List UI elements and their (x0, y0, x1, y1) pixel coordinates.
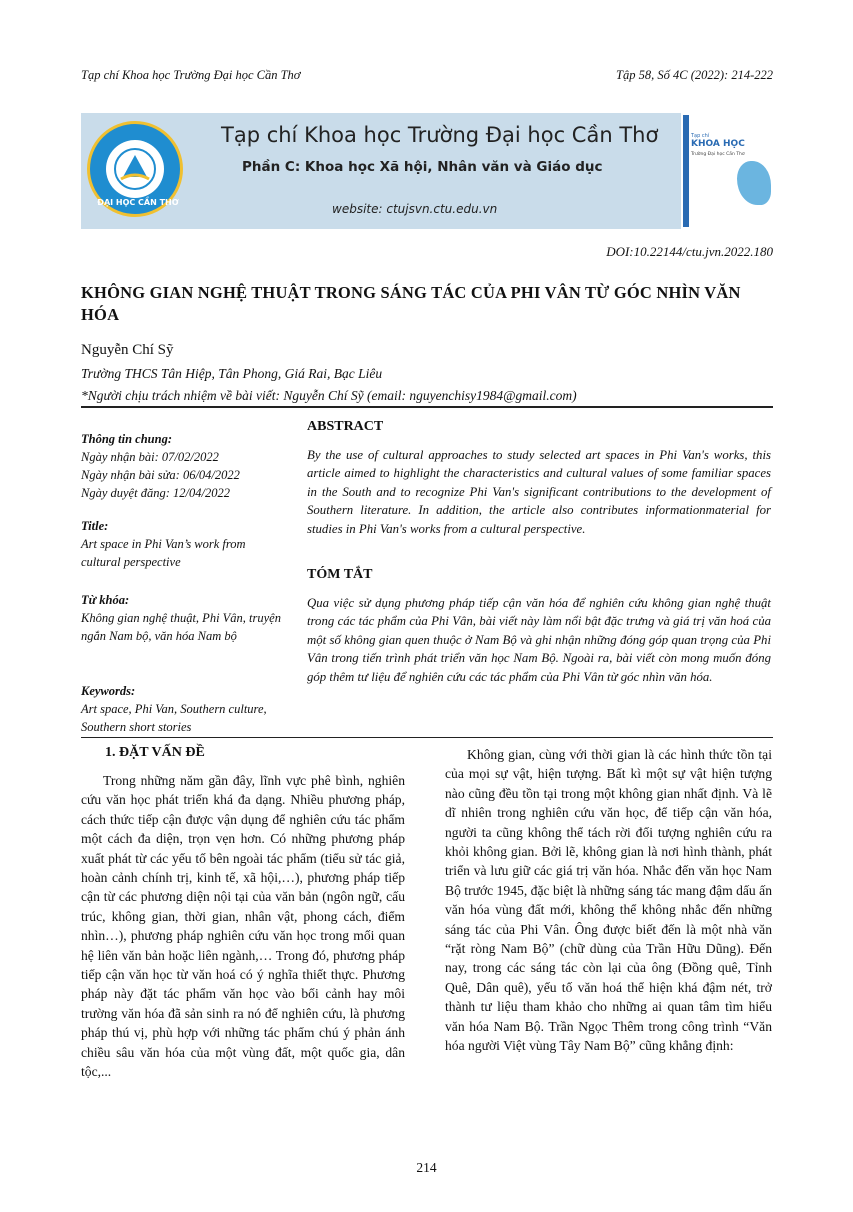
map-icon (737, 161, 771, 205)
keywords-vi-heading: Từ khóa: (81, 593, 130, 607)
running-header-journal: Tạp chí Khoa học Trường Đại học Cần Thơ (81, 68, 301, 82)
keywords-en-block (81, 682, 281, 736)
cover-subtitle: Trường Đại học Cần Thơ (691, 152, 745, 157)
article-info (81, 430, 281, 502)
university-logo (87, 121, 183, 217)
author-affiliation: Trường THCS Tân Hiệp, Tân Phong, Giá Rai, Bạc Liêu (81, 366, 383, 381)
banner-subtitle: Phần C: Khoa học Xã hội, Nhân văn và Giáo dục (242, 159, 603, 175)
body-column-right: Không gian, cùng với thời gian là các hình thức tồn tại của mọi sự vật, hiện tượng. Bất kì một sự vật hiện tượng nào cũng đều tồn tại trong một không gian nhất định. Và lẽ dĩ nhiên trong nghiên cứu văn học, để tiếp cận văn hóa, người ta cũng không thể tách rời đối tượng nghiên cứu ra khỏi không gian. Bởi lẽ, không gian là nơi hình thành, phát triển và lưu giữ các giá trị văn hóa. Nhắc đến văn học Nam Bộ trước 1945, đặc biệt là những sáng tác mang đậm dấu ấn văn hóa vùng đất mới, không thể không nhắc đến những sáng tác của Phi Vân. Ông được biết đến là một nhà văn “rặt ròng Nam Bộ” (chữ dùng của Trần Hữu Dũng). Đến nay, trong các sáng tác còn lại của ông (Đồng quê, Tỉnh Quê, Dân quê), yếu tố văn hoá thể hiện khá đậm nét, trở thành tư liệu tham khảo cho những ai quan tâm tìm hiểu văn hóa Nam Bộ. Trần Ngọc Thêm trong công trình “Văn hóa người Việt vùng Tây Nam Bộ” cũng khẳng định: (445, 747, 772, 1054)
keywords-en-heading: Keywords: (81, 684, 136, 698)
banner-website: website: ctujsvn.ctu.edu.vn (332, 202, 498, 216)
abstract-heading: ABSTRACT (307, 419, 384, 434)
doi: DOI:10.22144/ctu.jvn.2022.180 (606, 244, 773, 259)
cover-small-label: Tạp chí (691, 133, 710, 139)
section-heading: 1. ĐẶT VẤN ĐỀ (105, 745, 205, 760)
keywords-vi: Không gian nghệ thuật, Phi Vân, truyện ngắn Nam bộ, văn hóa Nam bộ (81, 611, 281, 643)
english-title: Art space in Phi Van’s work from cultural perspective (81, 537, 246, 569)
info-heading: Thông tin chung: (81, 432, 173, 446)
body-column-left: Trong những năm gần đây, lĩnh vực phê bình, nghiên cứu văn học phát triển khá đa dạng. Nhiều phương pháp, cách thức tiếp cận được vận dụng để nghiên cứu tác phẩm một cách đa diện, trọn vẹn hơn. Có những phương pháp xuất phát từ các yếu tố bên ngoài tác phẩm (tiểu sử tác giả, hoàn cảnh chính trị, kinh tế, xã hội,…), phương pháp tiếp cận từ các phương diện nội tại của văn bản (ngôn ngữ, cấu trúc, không gian, thời gian, nhân vật, phong cách, điểm nhìn…), phương pháp nghiên cứu văn học trong mối quan hệ liên văn bản hoặc liên ngành,… Trong đó, phương pháp tiếp cận văn học từ văn hoá có ý nghĩa thiết thực. Phương pháp này đặt tác phẩm văn học vào bối cảnh hay môi trường văn hóa đã sản sinh ra nó để nghiên cứu, là phương pháp thú vị, phù hợp với những tác phẩm chú ý phản ánh chiều sâu văn hóa của một vùng đất, một quốc gia, dân tộc,... (81, 773, 405, 1080)
running-header-volume: Tập 58, Số 4C (2022): 214-222 (616, 68, 773, 82)
summary-text: Qua việc sử dụng phương pháp tiếp cận văn hóa để nghiên cứu không gian nghệ thuật trong các tác phẩm của Phi Vân, bài viết này làm nổi bật đặc trưng và giá trị văn hoá của một số không gian quen thuộc ở Nam Bộ và ghi nhận những đóng góp quan trọng của Phi Vân trong tiến trình phát triển văn học Nam Bộ. Ngoài ra, bài viết còn mong muốn đóng góp thêm tư liệu để nghiên cứu các tác phẩm của Phi Vân từ góc nhìn văn hóa. (307, 596, 771, 684)
logo-text: ĐẠI HỌC CẦN THƠ (97, 198, 179, 207)
date-revised: Ngày nhận bài sửa: 06/04/2022 (81, 468, 240, 482)
banner-title: Tạp chí Khoa học Trường Đại học Cần Thơ (221, 123, 659, 147)
date-accepted: Ngày duyệt đăng: 12/04/2022 (81, 486, 230, 500)
corresponding-author: *Người chịu trách nhiệm về bài viết: Nguyễn Chí Sỹ (email: nguyenchisy1984@gmail.com) (81, 388, 577, 403)
keywords-vi-block (81, 591, 281, 645)
author-name: Nguyễn Chí Sỹ (81, 342, 174, 358)
divider (81, 737, 773, 738)
keywords-en: Art space, Phi Van, Southern culture, Southern short stories (81, 702, 267, 734)
logo-emblem-icon (106, 140, 164, 198)
article-title: KHÔNG GIAN NGHỆ THUẬT TRONG SÁNG TÁC CỦA PHI VÂN TỪ GÓC NHÌN VĂN HÓA (81, 283, 741, 324)
journal-cover-thumbnail (681, 113, 773, 229)
journal-banner (81, 113, 773, 229)
summary-heading: TÓM TẮT (307, 567, 373, 582)
divider (81, 406, 773, 408)
english-title-block (81, 517, 281, 571)
date-received: Ngày nhận bài: 07/02/2022 (81, 450, 219, 464)
page-number: 214 (416, 1160, 437, 1175)
title-heading: Title: (81, 519, 109, 533)
cover-title: KHOA HỌC (691, 139, 745, 149)
abstract-text: By the use of cultural approaches to study selected art spaces in Phi Van's works, this article aimed to highlight the characteristics and cultural values of some familiar spaces in the South and to recognize Phi Van's significant contributions to the development of Southern literature. In addition, the article also contributes informationmaterial for studies in Phi Van's works from a cultural perspective. (307, 448, 771, 536)
